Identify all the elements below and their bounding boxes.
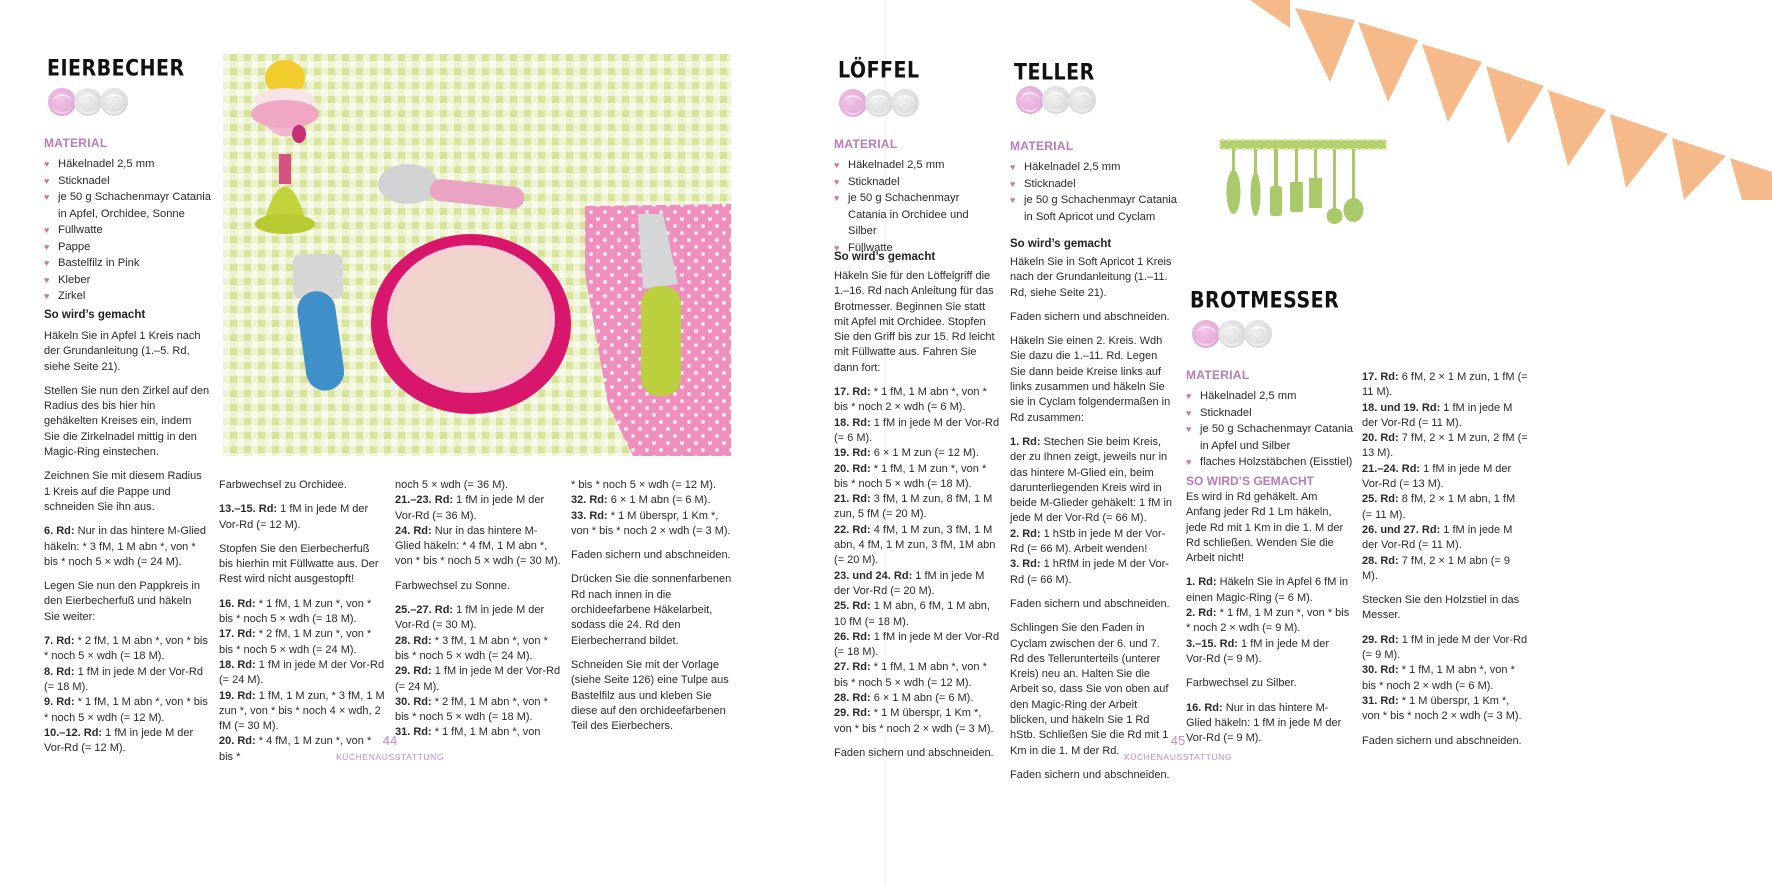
brotmesser-how-heading: SO WIRD’S GEMACHT — [1186, 474, 1314, 488]
instruction-paragraph: Stellen Sie nun den Zirkel auf den Radius des bis hier hin gehäkelten Kreises ein, indem Sie die Zirkelnadel mittig in den Magic-Ring einstechen. — [44, 384, 210, 459]
brotmesser-title: BROTMESSER — [1190, 288, 1340, 314]
section-label-right: KÜCHENAUSSTATTUNG — [1123, 752, 1233, 762]
eierbecher-column-2 — [219, 478, 385, 774]
instruction-paragraph: 25.–27. Rd: 1 fM in jede M der Vor-Rd (= 30 M). 28. Rd: * 3 fM, 1 M abn *, von * bis * noch 5 × wdh (= 24 M). 29. Rd: 1 fM in jede M der Vor-Rd (= 24 M). 30. Rd: * 2 fM, 1 M abn *, von * bis * noch 5 × wdh (= 18 M). 31. Rd: * 1 fM, 1 M abn *, von — [395, 604, 561, 739]
material-item: ♥ Häkelnadel 2,5 mm — [1010, 159, 1178, 176]
teller-yarn-balls — [1016, 86, 1094, 114]
page-number-left: 44 — [382, 733, 398, 748]
teller-title: TELLER — [1014, 60, 1095, 86]
material-item: ♥ Häkelnadel 2,5 mm — [1186, 388, 1354, 405]
material-item: ♥ Sticknadel — [834, 174, 1000, 191]
instruction-paragraph: Farbwechsel zu Sonne. — [395, 579, 510, 592]
yarn-ball-icon — [100, 88, 128, 116]
eierbecher-title: EIERBECHER — [47, 56, 185, 82]
product-photo — [223, 54, 731, 456]
brotmesser-material-heading: MATERIAL — [1186, 368, 1250, 382]
eierbecher-yarn-balls — [48, 88, 126, 116]
material-item: ♥ Häkelnadel 2,5 mm — [44, 156, 212, 173]
instruction-paragraph: 16. Rd: Nur in das hintere M-Glied häkeln: 1 fM in jede M der Vor-Rd (= 9 M). — [1186, 701, 1342, 745]
instruction-paragraph: Faden sichern und abschneiden. — [571, 549, 731, 562]
yarn-ball-icon — [1016, 86, 1044, 114]
teller-instructions — [1010, 255, 1176, 792]
yarn-ball-icon — [1042, 86, 1070, 114]
yarn-ball-icon — [891, 89, 919, 117]
instruction-paragraph: Zeichnen Sie mit diesem Radius 1 Kreis auf die Pappe und schneiden Sie ihn aus. — [44, 470, 202, 513]
eierbecher-column-1 — [44, 329, 210, 765]
instruction-paragraph: 17. Rd: * 1 fM, 1 M abn *, von * bis * noch 2 × wdh (= 6 M). 18. Rd: 1 fM in jede M der Vor-Rd (= 6 M). 19. Rd: 6 × 1 M zun (= 12 M). 20. Rd: * 1 fM, 1 M zun *, von * bis * noch 5 × wdh (= 18 M). 21. Rd: 3 fM, 1 M zun, 8 fM, 1 M zun, 5 fM (= 20 M). 22. Rd: 4 fM, 1 M zun, 3 fM, 1 M abn, 4 fM, 1 M zun, 3 fM, 1M abn (= 20 M). 23. und 24. Rd: 1 fM in jede M der Vor-Rd (= 20 M). 25. Rd: 1 M abn, 6 fM, 1 M abn, 10 fM (= 18 M). 26. Rd: 1 fM in jede M der Vor-Rd (= 18 M). 27. Rd: * 1 fM, 1 M abn *, von * bis * noch 5 × wdh (= 12 M). 28. Rd: 6 × 1 M abn (= 6 M). 29. Rd: * 1 M überspr, 1 Km *, von * bis * noch 2 × wdh (= 3 M). — [834, 386, 1000, 735]
instruction-paragraph: Stecken Sie den Holzstiel in das Messer. — [1362, 594, 1520, 622]
teller-material-heading: MATERIAL — [1010, 139, 1074, 153]
instruction-paragraph: Faden sichern und abschneiden. — [1010, 597, 1170, 610]
loeffel-yarn-balls — [839, 89, 917, 117]
instruction-paragraph: Farbwechsel zu Silber. — [1186, 677, 1297, 690]
instruction-paragraph: Häkeln Sie für den Löffelgriff die 1.–16. Rd nach Anleitung für das Brotmesser. Beginnen Sie statt mit Apfel mit Orchidee. Stopfen Sie den Griff bis zur 15. Rd leicht mit Füllwatte aus. Fahren Sie dann fort: — [834, 270, 995, 374]
yarn-ball-icon — [74, 88, 102, 116]
instruction-paragraph: Faden sichern und abschneiden. — [1010, 310, 1170, 323]
instruction-paragraph: Drücken Sie die sonnenfarbenen Rd nach innen in die orchideefarbene Häkelarbeit, sodass die 24. Rd den Eierbecherrand bildet. — [571, 573, 732, 647]
instruction-paragraph: 16. Rd: * 1 fM, 1 M zun *, von * bis * noch 5 × wdh (= 18 M). 17. Rd: * 2 fM, 1 M zun *, von * bis * noch 5 × wdh (= 24 M). 18. Rd: 1 fM in jede M der Vor-Rd (= 24 M). 19. Rd: 1 fM, 1 M zun, * 3 fM, 1 M zun *, von * bis * noch 4 × wdh, 2 fM (= 30 M). 20. Rd: * 4 fM, 1 M zun *, von * bis * — [219, 597, 385, 763]
material-item: ♥ Sticknadel — [1010, 176, 1178, 193]
crochet-set-illustration — [223, 54, 731, 456]
material-item: ♥ Sticknadel — [44, 173, 212, 190]
instruction-paragraph: 29. Rd: 1 fM in jede M der Vor-Rd (= 9 M). 30. Rd: * 1 fM, 1 M abn *, von * bis * noch 2 × wdh (= 6 M). 31. Rd: * 1 M überspr, 1 Km *, von * bis * noch 2 × wdh (= 3 M). — [1362, 633, 1528, 723]
material-item: ♥ flaches Holzstäbchen (Eisstiel) — [1186, 454, 1354, 471]
material-item: ♥ Zirkel — [44, 288, 212, 305]
loeffel-title: LÖFFEL — [838, 58, 920, 84]
instruction-paragraph: Häkeln Sie in Soft Apricot 1 Kreis nach der Grundanleitung (1.–11. Rd, siehe Seite 21). — [1010, 256, 1172, 299]
yarn-ball-icon — [839, 89, 867, 117]
instruction-paragraph: Häkeln Sie in Apfel 1 Kreis nach der Grundanleitung (1.–5. Rd, siehe Seite 21). — [44, 330, 201, 373]
loeffel-instructions — [834, 269, 1000, 770]
instruction-paragraph: Faden sichern und abschneiden. — [834, 746, 994, 759]
yarn-ball-icon — [1218, 320, 1246, 348]
instruction-paragraph: 1. Rd: Stechen Sie beim Kreis, der zu Ihnen zeigt, jeweils nur in das hintere M-Glied ein, beim darunterliegenden Kreis wird in beide M-Glieder gehäkelt: 1 fM in jede M der Vor-Rd (= 66 M). 2. Rd: 1 hStb in jede M der Vor-Rd (= 66 M). Arbeit wenden! 3. Rd: 1 hRfM in jede M der Vor-Rd (= 66 M). — [1010, 435, 1173, 586]
page-number-right: 45 — [1170, 733, 1186, 748]
eierbecher-material-heading: MATERIAL — [44, 136, 108, 150]
yarn-ball-icon — [1244, 320, 1272, 348]
instruction-paragraph: Faden sichern und abschneiden. — [1010, 768, 1170, 781]
material-item: ♥ Füllwatte — [44, 222, 212, 239]
instruction-paragraph: 17. Rd: 6 fM, 2 × 1 M zun, 1 fM (= 11 M). 18. und 19. Rd: 1 fM in jede M der Vor-Rd (= 11 M). 20. Rd: 7 fM, 2 × 1 M zun, 2 fM (= 13 M). 21.–24. Rd: 1 fM in jede M der Vor-Rd (= 13 M). 25. Rd: 8 fM, 2 × 1 M abn, 1 fM (= 11 M). 26. und 27. Rd: 1 fM in jede M der Vor-Rd (= 11 M). 28. Rd: 7 fM, 2 × 1 M abn (= 9 M). — [1362, 371, 1528, 582]
instruction-paragraph: Legen Sie nun den Pappkreis in den Eierbecherfuß und häkeln Sie weiter: — [44, 580, 200, 623]
instruction-paragraph: Faden sichern und abschneiden. — [1362, 734, 1522, 747]
loeffel-how-heading: So wird’s gemacht — [834, 251, 936, 263]
eierbecher-how-heading: So wird’s gemacht — [44, 309, 146, 321]
loeffel-material-heading: MATERIAL — [834, 137, 898, 151]
instruction-paragraph: Schlingen Sie den Faden in Cyclam zwischen der 6. und 7. Rd des Tellerunterteils (unterer Kreis) neu an. Halten Sie die Arbeit so, dass Sie von oben auf den Magic-Ring der Arbeit blicken, und häkeln Sie 1 Rd hStb. Schließen Sie die Rd mit 1 Km in die 1. M der Rd. — [1010, 622, 1169, 757]
instruction-paragraph: 6. Rd: Nur in das hintere M-Glied häkeln: * 3 fM, 1 M abn *, von * bis * noch 5 × wdh (= 24 M). — [44, 525, 207, 568]
material-item: ♥ Sticknadel — [1186, 405, 1354, 422]
instruction-paragraph: Stopfen Sie den Eierbecherfuß bis hierhin mit Füllwatte aus. Der Rest wird nicht ausgestopft! — [219, 542, 379, 586]
eierbecher-column-3 — [395, 478, 561, 750]
eierbecher-column-4 — [571, 478, 737, 743]
instruction-paragraph: * bis * noch 5 × wdh (= 12 M). 32. Rd: 6 × 1 M abn (= 6 M). 33. Rd: * 1 M überspr, 1 Km *, von * bis * noch 2 × wdh (= 3 M). — [571, 479, 731, 537]
instruction-paragraph: Farbwechsel zu Orchidee. — [219, 479, 347, 491]
material-item: ♥ je 50 g Schachenmayr Catania in Apfel und Silber — [1186, 421, 1354, 454]
instruction-paragraph: noch 5 × wdh (= 36 M). 21.–23. Rd: 1 fM in jede M der Vor-Rd (= 36 M). 24. Rd: Nur in das hintere M-Glied häkeln: * 4 fM, 1 M abn *, von * bis * noch 5 × wdh (= 30 M). — [395, 479, 561, 568]
instruction-paragraph: 13.–15. Rd: 1 fM in jede M der Vor-Rd (= 12 M). — [219, 503, 369, 531]
brotmesser-yarn-balls — [1192, 320, 1270, 348]
material-item: ♥ je 50 g Schachenmayr Catania in Apfel, Orchidee, Sonne — [44, 189, 212, 222]
material-item: ♥ Bastelfilz in Pink — [44, 255, 212, 272]
teller-how-heading: So wird’s gemacht — [1010, 238, 1112, 250]
material-item: ♥ Pappe — [44, 239, 212, 256]
utensil-rack-icon — [1218, 136, 1390, 228]
material-item: ♥ Häkelnadel 2,5 mm — [834, 157, 1000, 174]
instruction-paragraph: Es wird in Rd gehäkelt. Am Anfang jeder Rd 1 Lm häkeln, jede Rd mit 1 Km in die 1. M der Rd schließen. Wenden Sie die Arbeit nicht! — [1186, 491, 1344, 565]
section-label-left: KÜCHENAUSSTATTUNG — [335, 752, 445, 762]
yarn-ball-icon — [865, 89, 893, 117]
brotmesser-column-1 — [1186, 490, 1352, 755]
yarn-ball-icon — [1068, 86, 1096, 114]
eierbecher-material-list — [44, 156, 212, 305]
instruction-paragraph: Häkeln Sie einen 2. Kreis. Wdh Sie dazu die 1.–11. Rd. Legen Sie dann beide Kreise links auf links zusammen und häkeln Sie sie in Cyclam folgendermaßen in Rd zusammen: — [1010, 335, 1171, 424]
material-item: ♥ Füllwatte — [834, 240, 1000, 257]
instruction-paragraph: 1. Rd: Häkeln Sie in Apfel 6 fM in einen Magic-Ring (= 6 M). 2. Rd: * 1 fM, 1 M zun *, von * bis * noch 2 × wdh (= 9 M). 3.–15. Rd: 1 fM in jede M der Vor-Rd (= 9 M). — [1186, 576, 1350, 665]
instruction-paragraph: 7. Rd: * 2 fM, 1 M abn *, von * bis * noch 5 × wdh (= 18 M). 8. Rd: 1 fM in jede M der Vor-Rd (= 18 M). 9. Rd: * 1 fM, 1 M abn *, von * bis * noch 5 × wdh (= 12 M). 10.–12. Rd: 1 fM in jede M der Vor-Rd (= 12 M). — [44, 635, 208, 755]
teller-material-list — [1010, 159, 1178, 225]
yarn-ball-icon — [1192, 320, 1220, 348]
instruction-paragraph: Schneiden Sie mit der Vorlage (siehe Seite 126) eine Tulpe aus Bastelfilz aus und kleben Sie diese auf den orchideefarbenen Teil des Eierbechers. — [571, 658, 729, 733]
material-item: ♥ je 50 g Schachenmayr Catania in Soft Apricot und Cyclam — [1010, 192, 1178, 225]
brotmesser-column-2 — [1362, 370, 1528, 758]
brotmesser-material-list — [1186, 388, 1354, 471]
yarn-ball-icon — [48, 88, 76, 116]
material-item: ♥ Kleber — [44, 272, 212, 289]
material-item: ♥ je 50 g Schachenmayr Catania in Orchidee und Silber — [834, 190, 1000, 240]
loeffel-material-list — [834, 157, 1000, 256]
